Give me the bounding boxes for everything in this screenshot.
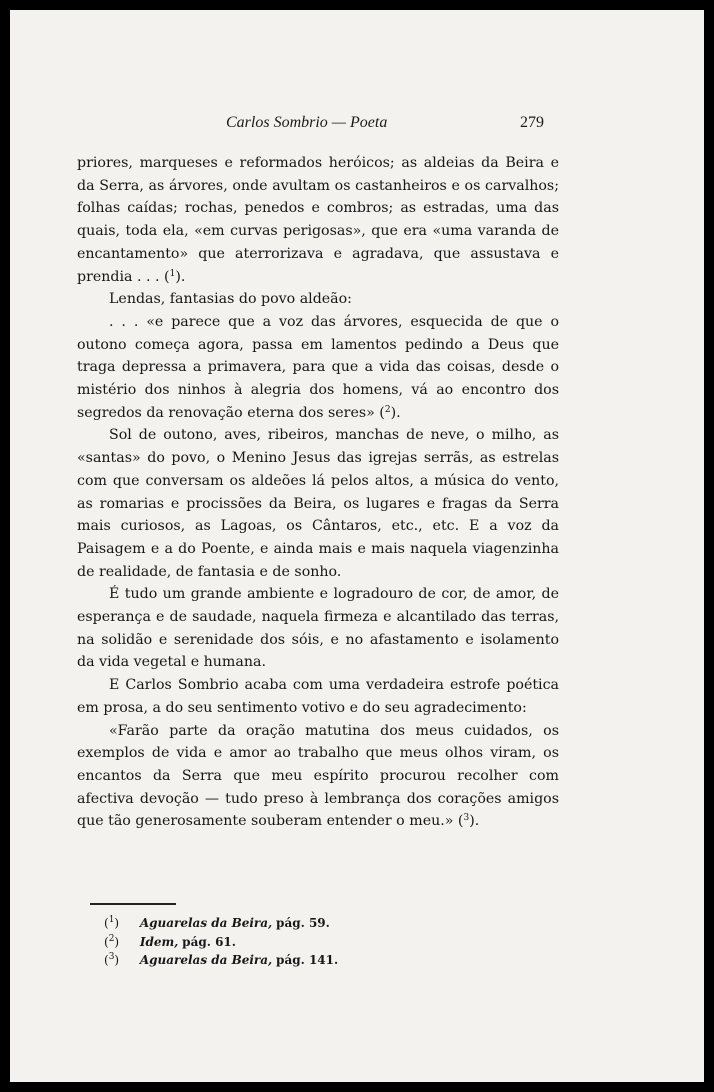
- paragraph-3: [77, 311, 559, 425]
- footnote-divider: [90, 903, 176, 905]
- body-text: [77, 152, 559, 833]
- footnote-2: [104, 933, 338, 952]
- footnote-ref-1: 1: [169, 268, 176, 279]
- footnote-source: Idem,: [139, 934, 179, 949]
- footnote-3: [104, 951, 338, 970]
- footnote-page-ref: pág. 59.: [276, 916, 330, 930]
- footnote-mark: ($^1$): [104, 915, 120, 930]
- footnote-page-ref: pág. 141.: [276, 953, 339, 967]
- paragraph-7-text: «Farão parte da oração matutina dos meus cuidados, os exemplos de vida e amor ao trabalho que meus olhos viram, os encantos da Serra que meu espírito procurou recolher com afectiva devoção — tudo preso à lembrança dos corações amigos que tão generosamente souberam entender o meu.» (: [77, 722, 559, 830]
- paragraph-1-closing: ).: [175, 268, 186, 285]
- paragraph-4: Sol de outono, aves, ribeiros, manchas de neve, o milho, as «santas» do povo, o Menino Jesus das igrejas serrãs, as estrelas com que conversam os aldeões lá pelos altos, a música do vento, as romarias e procissões da Beira, os lugares e fragas da Serra mais curiosos, as Lagoas, os Cântaros, etc., etc. E a voz da Paisagem e a do Poente, e ainda mais e mais naquela viagenzinha de realidade, de fantasia e de sonho.: [77, 427, 559, 580]
- footnote-mark: ($^3$): [104, 952, 120, 967]
- footnote-page-ref: pág. 61.: [182, 934, 236, 949]
- paragraph-2: Lendas, fantasias do povo aldeão:: [109, 291, 352, 308]
- footnote-1: [104, 914, 338, 933]
- footnote-source: Aguarelas da Beira,: [139, 953, 273, 967]
- footnotes: [104, 914, 338, 970]
- paragraph-7-closing: ).: [469, 813, 480, 830]
- paragraph-5: É tudo um grande ambiente e logradouro de cor, de amor, de esperança e de saudade, naquela firmeza e alcantilado das terras, na solidão e serenidade dos sóis, e no afastamento e isolamento da vida vegetal e humana.: [77, 586, 559, 671]
- page-number: 279: [520, 114, 544, 131]
- paragraph-7: [77, 720, 559, 834]
- footnote-ref-2: 2: [384, 404, 391, 415]
- paragraph-1: [77, 152, 559, 288]
- paragraph-1-text: priores, marqueses e reformados heróicos; as aldeias da Beira e da Serra, as árvores, onde avultam os castanheiros e os carvalhos; folhas caídas; rochas, penedos e combros; as estradas, uma das quais, toda ela, «em curvas perigosas», que era «uma varanda de encantamento» que aterrorizava e agradava, que assustava e prendia . . . (: [77, 155, 559, 285]
- book-page: [10, 10, 704, 1082]
- paragraph-3-closing: ).: [390, 404, 401, 421]
- footnote-ref-3: 3: [463, 813, 470, 824]
- paragraph-6: E Carlos Sombrio acaba com uma verdadeira estrofe poética em prosa, a do seu sentimento votivo e do seu agradecimento:: [77, 677, 559, 716]
- running-head: [10, 114, 704, 138]
- paragraph-3-text: . . . «e parece que a voz das árvores, esquecida de que o outono começa agora, passa em lamentos pedindo a Deus que traga depressa a primavera, para que a vida das coisas, desde o mistério dos ninhos à alegria dos homens, vá ao encontro dos segredos da renovação eterna dos seres» (: [77, 313, 559, 421]
- footnote-source: Aguarelas da Beira,: [139, 916, 273, 930]
- footnote-mark: ($^2$): [104, 933, 120, 949]
- running-title: Carlos Sombrio — Poeta: [226, 114, 388, 131]
